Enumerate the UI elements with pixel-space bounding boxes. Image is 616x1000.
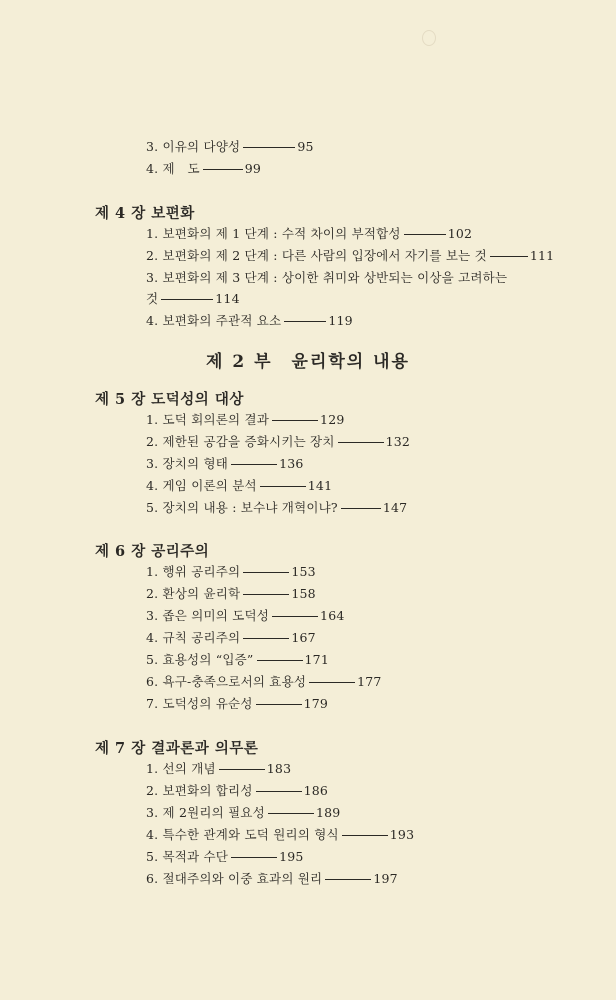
toc-item-page: 195: [279, 849, 304, 864]
chapter-5-title: 제 5 장 도덕성의 대상: [95, 391, 244, 408]
toc-item-continuation: [146, 289, 240, 307]
toc-item-text: 4. 제 도: [146, 161, 200, 176]
leader-dash: [338, 442, 384, 443]
toc-item: [146, 246, 554, 264]
toc-item-text: 2. 보편화의 합리성: [146, 783, 253, 798]
leader-dash: [404, 234, 446, 235]
toc-item-text: 4. 특수한 관계와 도덕 원리의 형식: [146, 827, 339, 842]
leader-dash: [219, 769, 265, 770]
toc-item-text: 5. 효용성의 “입증”: [146, 652, 254, 667]
toc-item-text: 1. 선의 개념: [146, 761, 216, 776]
toc-item: [146, 224, 472, 242]
leader-dash: [342, 835, 388, 836]
toc-item-page: 119: [328, 313, 353, 328]
part-2-title: 제 2 부 윤리학의 내용: [206, 352, 410, 372]
toc-item-page: 193: [389, 827, 415, 842]
toc-item-page: 129: [320, 412, 345, 427]
toc-item-text: 7. 도덕성의 유순성: [146, 696, 253, 711]
toc-item-page: 132: [385, 434, 411, 449]
toc-item: [146, 759, 291, 777]
leader-dash: [243, 638, 289, 639]
leader-dash: [231, 464, 277, 465]
toc-item: [146, 694, 328, 712]
toc-item-text: 2. 환상의 윤리학: [146, 586, 241, 601]
toc-item-text: 4. 보편화의 주관적 요소: [146, 313, 282, 328]
toc-item-page: 95: [297, 139, 314, 154]
toc-item-text: 3. 보편화의 제 3 단계 : 상이한 취미와 상반되는 이상을 고려하는: [146, 270, 508, 285]
leader-dash: [260, 486, 306, 487]
chapter-7-title: 제 7 장 결과론과 의무론: [95, 740, 259, 757]
toc-item: [146, 268, 507, 286]
toc-item-text: 4. 게임 이론의 분석: [146, 478, 257, 493]
leader-dash: [203, 169, 243, 170]
toc-item-page: 167: [291, 630, 316, 645]
toc-item-page: 136: [279, 456, 304, 471]
toc-item-page: 177: [357, 674, 382, 689]
toc-item: [146, 847, 304, 865]
leader-dash: [268, 813, 314, 814]
leader-dash: [161, 299, 213, 300]
toc-item: [146, 584, 316, 602]
leader-dash: [243, 147, 295, 148]
leader-dash: [341, 508, 381, 509]
toc-item: [146, 454, 304, 472]
toc-item-page: 141: [307, 478, 333, 493]
leader-dash: [309, 682, 355, 683]
toc-item-text: 6. 욕구-충족으로서의 효용성: [146, 674, 307, 689]
toc-item-text: 2. 보편화의 제 2 단계 : 다른 사람의 입장에서 자기를 보는 것: [146, 248, 487, 263]
leader-dash: [231, 857, 277, 858]
toc-item-page: 111: [529, 248, 555, 263]
toc-item-page: 164: [320, 608, 345, 623]
toc-item: [146, 476, 332, 494]
toc-item: [146, 825, 414, 843]
toc-item-page: 153: [291, 564, 316, 579]
toc-item: [146, 650, 329, 668]
toc-item-text: 3. 제 2원리의 필요성: [146, 805, 265, 820]
toc-item-page: 186: [303, 783, 329, 798]
toc-item-page: 147: [382, 500, 408, 515]
toc-item: [146, 432, 410, 450]
toc-item-page: 171: [304, 652, 329, 667]
toc-item: [146, 672, 382, 690]
toc-item-page: 158: [291, 586, 316, 601]
leader-dash: [272, 420, 318, 421]
toc-item-page: 179: [303, 696, 329, 711]
toc-item-text: 3. 장치의 형태: [146, 456, 229, 471]
leader-dash: [243, 572, 289, 573]
toc-item-text: 5. 목적과 수단: [146, 849, 229, 864]
chapter-4-title: 제 4 장 보편화: [95, 205, 195, 222]
toc-item-page: 114: [215, 291, 240, 306]
toc-item-text: 1. 도덕 회의론의 결과: [146, 412, 270, 427]
toc-item: [146, 311, 353, 329]
toc-item-page: 197: [373, 871, 398, 886]
leader-dash: [256, 704, 302, 705]
leader-dash: [325, 879, 371, 880]
toc-item: [146, 628, 316, 646]
toc-item: [146, 410, 345, 428]
leader-dash: [284, 321, 326, 322]
toc-item: [146, 137, 314, 155]
toc-item-text: 2. 제한된 공감을 증화시키는 장치: [146, 434, 335, 449]
toc-item: [146, 869, 398, 887]
toc-item-page: 183: [266, 761, 292, 776]
toc-item-text: 3. 이유의 다양성: [146, 139, 241, 154]
leader-dash: [256, 791, 302, 792]
toc-item: [146, 803, 340, 821]
toc-item-text: 1. 행위 공리주의: [146, 564, 241, 579]
toc-item-page: 189: [315, 805, 341, 820]
leader-dash: [257, 660, 303, 661]
toc-item-text: 6. 절대주의와 이중 효과의 원리: [146, 871, 323, 886]
chapter-6-title: 제 6 장 공리주의: [95, 543, 210, 560]
toc-item: [146, 498, 407, 516]
toc-item-page: 102: [447, 226, 473, 241]
leader-dash: [490, 256, 528, 257]
leader-dash: [272, 616, 318, 617]
toc-item-text: 것: [146, 291, 159, 306]
toc-item-page: 99: [244, 161, 262, 176]
toc-item: [146, 606, 345, 624]
toc-item: [146, 562, 316, 580]
toc-item-text: 5. 장치의 내용 : 보수냐 개혁이냐?: [146, 500, 338, 515]
toc-item-text: 4. 규칙 공리주의: [146, 630, 241, 645]
toc-item-text: 1. 보편화의 제 1 단계 : 수적 차이의 부적합성: [146, 226, 401, 241]
toc-item: [146, 781, 328, 799]
toc-item: [146, 159, 261, 177]
paper-stain: [422, 30, 436, 46]
toc-item-text: 3. 좁은 의미의 도덕성: [146, 608, 270, 623]
leader-dash: [243, 594, 289, 595]
